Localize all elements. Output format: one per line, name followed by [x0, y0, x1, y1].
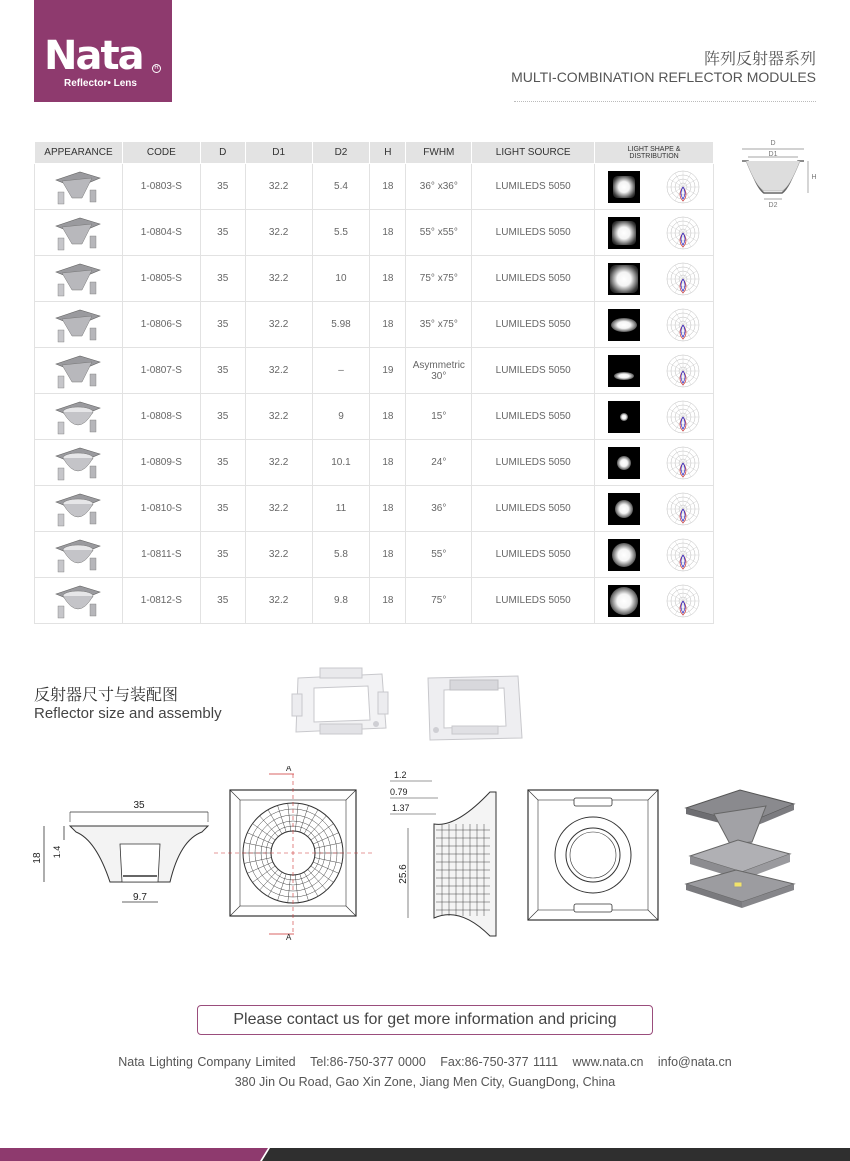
cell-d1: 32.2 [245, 210, 312, 256]
col-header: D2 [312, 142, 370, 164]
cell-d: 35 [200, 394, 245, 440]
drawing-top-view [214, 766, 374, 942]
contact-cta[interactable]: Please contact us for get more information and pricing [197, 1005, 653, 1035]
fwhm-value: 36° x36° [419, 181, 458, 192]
light-shape-group [595, 533, 713, 577]
cell-d: 35 [200, 210, 245, 256]
brand-name: Nata [44, 33, 143, 79]
cell-code: 1-0811-S [122, 532, 200, 578]
cell-appearance [35, 256, 123, 302]
polar-distribution-chart [665, 399, 701, 435]
light-shape-pattern [608, 309, 640, 341]
cell-h: 18 [370, 486, 406, 532]
drawing-side-profile [30, 790, 210, 910]
section-title-en: Reflector size and assembly [34, 705, 222, 722]
cell-light-source: LUMILEDS 5050 [472, 394, 595, 440]
cell-h: 18 [370, 394, 406, 440]
table-row [35, 394, 714, 440]
light-spot [610, 587, 638, 615]
cell-code: 1-0805-S [122, 256, 200, 302]
cell-light-source: LUMILEDS 5050 [472, 578, 595, 624]
table-row [35, 164, 714, 210]
cell-d1: 32.2 [245, 486, 312, 532]
fwhm-value: Asymmetric [412, 359, 465, 371]
cell-appearance [35, 532, 123, 578]
reflector-profile-diagram [738, 137, 822, 209]
light-shape-pattern [608, 263, 640, 295]
fwhm-value-line2: 30° [431, 370, 447, 382]
light-spot [617, 456, 631, 470]
cell-fwhm [406, 486, 472, 532]
col-header: APPEARANCE [35, 142, 123, 164]
cell-d2: 10 [312, 256, 370, 302]
registered-mark: R [152, 64, 161, 73]
label-d: D [770, 140, 776, 147]
cell-d2: 9.8 [312, 578, 370, 624]
cell-appearance [35, 394, 123, 440]
cell-d1: 32.2 [245, 578, 312, 624]
cell-d: 35 [200, 302, 245, 348]
light-shape-pattern [608, 447, 640, 479]
brand-logo [34, 0, 172, 102]
cell-fwhm [406, 302, 472, 348]
reflector-thumbnail [52, 490, 104, 528]
col-header: FWHM [406, 142, 472, 164]
cell-code: 1-0803-S [122, 164, 200, 210]
cell-h: 18 [370, 440, 406, 486]
cell-light-source: LUMILEDS 5050 [472, 302, 595, 348]
cell-h: 18 [370, 256, 406, 302]
table-row [35, 256, 714, 302]
light-spot [612, 221, 636, 245]
email-link[interactable]: info@nata.cn [657, 1055, 732, 1069]
cell-fwhm [406, 394, 472, 440]
light-shape-group [595, 487, 713, 531]
reflector-thumbnail [52, 306, 104, 344]
cell-light-shape [595, 348, 714, 394]
footer-address: 380 Jin Ou Road, Gao Xin Zone, Jiang Men City, GuangDong, China [234, 1075, 616, 1089]
cell-appearance [35, 578, 123, 624]
cell-h: 18 [370, 578, 406, 624]
section-title-cn: 反射器尺寸与装配图 [34, 685, 179, 704]
light-spot [610, 265, 638, 293]
cell-d2: 5.8 [312, 532, 370, 578]
reflector-thumbnail [52, 444, 104, 482]
label-d1: D1 [768, 151, 778, 158]
cell-d: 35 [200, 348, 245, 394]
fwhm-value: 55° x55° [419, 227, 458, 238]
dim-t2: 0.79 [390, 787, 408, 797]
label-d2: D2 [768, 202, 778, 209]
bottom-color-bar [0, 1148, 850, 1161]
cell-code: 1-0809-S [122, 440, 200, 486]
light-shape-group [595, 165, 713, 209]
polar-distribution-chart [665, 537, 701, 573]
cell-light-shape [595, 256, 714, 302]
col-header: H [370, 142, 406, 164]
polar-distribution-chart [665, 261, 701, 297]
dim-t1: 1.2 [394, 770, 407, 780]
cell-code: 1-0810-S [122, 486, 200, 532]
reflector-thumbnail [52, 536, 104, 574]
cell-fwhm [406, 440, 472, 486]
fwhm-value: 55° [431, 549, 447, 560]
cell-d1: 32.2 [245, 394, 312, 440]
light-spot [615, 500, 633, 518]
cell-light-source: LUMILEDS 5050 [472, 164, 595, 210]
light-shape-group [595, 257, 713, 301]
drawing-section-view [386, 768, 502, 940]
light-shape-group [595, 211, 713, 255]
cell-light-shape [595, 532, 714, 578]
cell-h: 19 [370, 348, 406, 394]
light-shape-pattern [608, 401, 640, 433]
cell-d: 35 [200, 164, 245, 210]
light-shape-pattern [608, 355, 640, 387]
cell-d2: 5.98 [312, 302, 370, 348]
light-shape-group [595, 303, 713, 347]
footer-contact-line [0, 1055, 850, 1069]
cell-code: 1-0804-S [122, 210, 200, 256]
cell-code: 1-0807-S [122, 348, 200, 394]
cell-fwhm [406, 210, 472, 256]
col-header-line: DISTRIBUTION [629, 152, 679, 160]
reflector-thumbnail [52, 214, 104, 252]
polar-distribution-chart [665, 215, 701, 251]
cell-d: 35 [200, 532, 245, 578]
cell-light-source: LUMILEDS 5050 [472, 532, 595, 578]
polar-distribution-chart [665, 491, 701, 527]
col-header: D1 [245, 142, 312, 164]
cell-h: 18 [370, 210, 406, 256]
table-row [35, 486, 714, 532]
table-row [35, 440, 714, 486]
cell-d1: 32.2 [245, 348, 312, 394]
light-shape-group [595, 349, 713, 393]
table-row [35, 210, 714, 256]
company-name: Nata Lighting Company Limited [118, 1055, 296, 1069]
reflector-thumbnail [52, 352, 104, 390]
light-shape-group [595, 395, 713, 439]
title-divider [514, 101, 816, 102]
dim-lip: 1.4 [52, 845, 62, 859]
cell-appearance [35, 302, 123, 348]
cell-light-shape [595, 394, 714, 440]
fwhm-value: 35° x75° [419, 319, 458, 330]
drawing-bottom-view [526, 788, 660, 922]
dim-depth: 25.6 [398, 864, 409, 884]
cell-d: 35 [200, 578, 245, 624]
dim-t3: 1.37 [392, 803, 410, 813]
light-spot [620, 413, 628, 421]
table-header-row [35, 142, 714, 164]
cell-light-shape [595, 164, 714, 210]
light-shape-group [595, 579, 713, 623]
label-h: H [811, 174, 817, 181]
cell-d1: 32.2 [245, 256, 312, 302]
cell-light-shape [595, 210, 714, 256]
page-title-cn: 阵列反射器系列 [703, 49, 816, 68]
dim-base: 9.7 [133, 892, 147, 903]
reflector-frame-photo-back [424, 668, 524, 748]
fax: Fax:86-750-377 1111 [440, 1055, 559, 1069]
table-row [35, 532, 714, 578]
col-header: LIGHT SOURCE [472, 142, 595, 164]
reflector-thumbnail [52, 168, 104, 206]
section-mark-bottom: A [286, 933, 292, 942]
cell-d1: 32.2 [245, 532, 312, 578]
page-title-en: MULTI-COMBINATION REFLECTOR MODULES [511, 69, 816, 85]
cell-h: 18 [370, 532, 406, 578]
cell-light-source: LUMILEDS 5050 [472, 210, 595, 256]
fwhm-value: 24° [431, 457, 447, 468]
cell-fwhm [406, 164, 472, 210]
fwhm-value: 15° [431, 411, 447, 422]
section-mark-top: A [286, 766, 292, 773]
cell-d2: 5.4 [312, 164, 370, 210]
col-header: D [200, 142, 245, 164]
reflector-frame-photo-front [290, 664, 390, 744]
cell-light-source: LUMILEDS 5050 [472, 486, 595, 532]
light-spot [613, 176, 635, 198]
cell-d2: – [312, 348, 370, 394]
cell-h: 18 [370, 164, 406, 210]
cell-d: 35 [200, 440, 245, 486]
cell-d1: 32.2 [245, 302, 312, 348]
light-shape-pattern [608, 585, 640, 617]
cell-light-shape [595, 302, 714, 348]
light-shape-pattern [608, 493, 640, 525]
cell-light-shape [595, 440, 714, 486]
fwhm-value: 75° [431, 595, 447, 606]
reflector-thumbnail [52, 260, 104, 298]
cell-light-source: LUMILEDS 5050 [472, 256, 595, 302]
table-row [35, 348, 714, 394]
polar-distribution-chart [665, 445, 701, 481]
tel: Tel:86-750-377 0000 [310, 1055, 426, 1069]
cell-h: 18 [370, 302, 406, 348]
cell-fwhm [406, 532, 472, 578]
cell-appearance [35, 486, 123, 532]
light-shape-pattern [608, 171, 640, 203]
light-spot [614, 372, 634, 380]
light-shape-pattern [608, 217, 640, 249]
cell-d2: 10.1 [312, 440, 370, 486]
cell-light-source: LUMILEDS 5050 [472, 348, 595, 394]
table-row [35, 302, 714, 348]
cell-fwhm [406, 578, 472, 624]
cell-d2: 5.5 [312, 210, 370, 256]
cell-d1: 32.2 [245, 440, 312, 486]
cell-light-shape [595, 578, 714, 624]
dim-height: 18 [32, 852, 43, 864]
website-link[interactable]: www.nata.cn [572, 1055, 644, 1069]
cell-appearance [35, 164, 123, 210]
cell-d: 35 [200, 256, 245, 302]
light-spot [611, 318, 637, 332]
cell-d1: 32.2 [245, 164, 312, 210]
polar-distribution-chart [665, 307, 701, 343]
spec-table [34, 141, 714, 624]
cell-code: 1-0812-S [122, 578, 200, 624]
col-header: CODE [122, 142, 200, 164]
polar-distribution-chart [665, 583, 701, 619]
fwhm-value: 36° [431, 503, 447, 514]
brand-tagline: Reflector• Lens [64, 78, 137, 89]
cell-appearance [35, 440, 123, 486]
cell-light-shape [595, 486, 714, 532]
cell-light-source: LUMILEDS 5050 [472, 440, 595, 486]
cell-appearance [35, 348, 123, 394]
light-spot [612, 543, 636, 567]
cell-code: 1-0808-S [122, 394, 200, 440]
cell-d: 35 [200, 486, 245, 532]
polar-distribution-chart [665, 353, 701, 389]
col-header-line: LIGHT SHAPE & [627, 145, 681, 153]
table-row [35, 578, 714, 624]
cell-appearance [35, 210, 123, 256]
polar-distribution-chart [665, 169, 701, 205]
cell-fwhm [406, 256, 472, 302]
cell-fwhm [406, 348, 472, 394]
drawing-assembly-exploded [680, 784, 800, 910]
cell-code: 1-0806-S [122, 302, 200, 348]
cell-d2: 11 [312, 486, 370, 532]
col-header-light-shape [595, 142, 714, 164]
light-shape-pattern [608, 539, 640, 571]
cell-d2: 9 [312, 394, 370, 440]
fwhm-value: 75° x75° [419, 273, 458, 284]
reflector-thumbnail [52, 398, 104, 436]
dim-width: 35 [133, 800, 145, 811]
light-shape-group [595, 441, 713, 485]
reflector-thumbnail [52, 582, 104, 620]
